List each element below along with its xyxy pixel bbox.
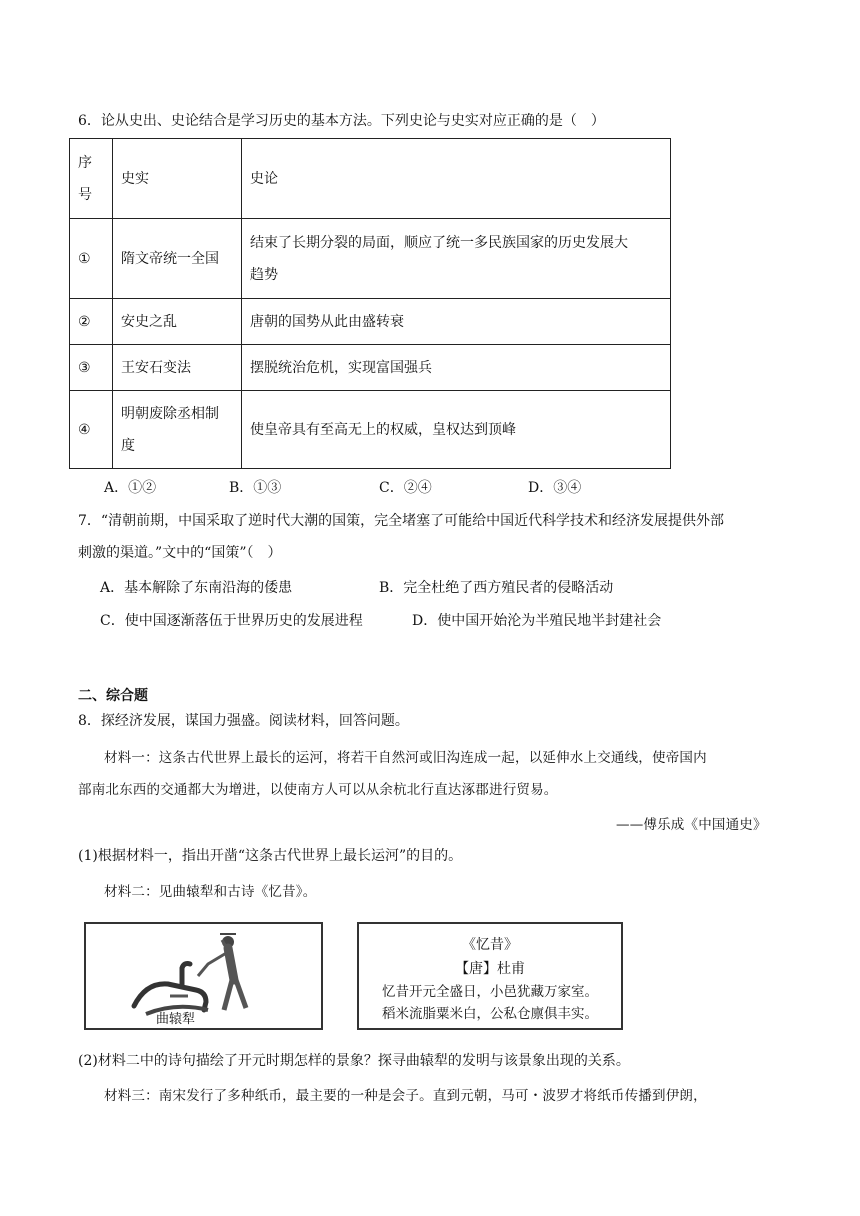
row-fact-line: 度 bbox=[121, 437, 135, 454]
row-fact: 隋文帝统一全国 bbox=[113, 219, 242, 299]
q7-option-a[interactable]: A．基本解除了东南沿海的倭患 bbox=[100, 580, 293, 596]
table-row bbox=[70, 345, 671, 391]
plough-illustration bbox=[86, 924, 321, 1028]
q7-option-b[interactable]: B．完全杜绝了西方殖民者的侵略活动 bbox=[379, 580, 614, 596]
poem-author: 【唐】杜甫 bbox=[455, 961, 525, 977]
row-number: ② bbox=[70, 299, 113, 345]
material-1-source: ——傅乐成《中国通史》 bbox=[616, 817, 767, 833]
table-row bbox=[70, 391, 671, 469]
q6-option-d[interactable]: D．③④ bbox=[528, 480, 582, 496]
material-1-line1: 材料一：这条古代世界上最长的运河，将若干自然河或旧沟连成一起，以延伸水上交通线，使帝国内 bbox=[104, 750, 707, 766]
row-number: ③ bbox=[70, 345, 113, 391]
row-theory: 使皇帝具有至高无上的权威，皇权达到顶峰 bbox=[242, 391, 671, 469]
row-theory-line: 结束了长期分裂的局面，顺应了统一多民族国家的历史发展大 bbox=[250, 234, 628, 251]
history-table bbox=[69, 138, 671, 469]
table-row bbox=[70, 299, 671, 345]
header-fact: 史实 bbox=[113, 139, 242, 219]
material-1-line2: 部南北东西的交通都大为增进，以使南方人可以从余杭北行直达涿郡进行贸易。 bbox=[78, 782, 558, 798]
question-7-stem-line1: 7．“清朝前期，中国采取了逆时代大潮的国策，完全堵塞了可能给中国近代科学技术和经济发展提供外部 bbox=[78, 513, 725, 529]
row-fact: 安史之乱 bbox=[113, 299, 242, 345]
poem-line-1: 忆昔开元全盛日，小邑犹藏万家室。 bbox=[382, 984, 598, 1000]
row-theory-line: 趋势 bbox=[250, 266, 278, 283]
row-fact: 王安石变法 bbox=[113, 345, 242, 391]
plough-caption: 曲辕犁 bbox=[156, 1012, 196, 1027]
table-header-row bbox=[70, 139, 671, 219]
row-theory: 摆脱统治危机，实现富国强兵 bbox=[242, 345, 671, 391]
row-theory: 唐朝的国势从此由盛转衰 bbox=[242, 299, 671, 345]
row-number: ① bbox=[70, 219, 113, 299]
q7-option-d[interactable]: D．使中国开始沦为半殖民地半封建社会 bbox=[412, 613, 662, 629]
sub-question-1: (1)根据材料一，指出开凿“这条古代世界上最长运河”的目的。 bbox=[78, 848, 463, 864]
q6-option-b[interactable]: B．①③ bbox=[229, 480, 282, 496]
q6-option-a[interactable]: A．①② bbox=[104, 480, 157, 496]
question-7-stem-line2: 刺激的渠道。”文中的“国策”（ ） bbox=[78, 545, 282, 561]
row-fact bbox=[113, 391, 242, 469]
header-number-line: 序 bbox=[78, 154, 92, 171]
plough-figure bbox=[84, 922, 323, 1030]
section-heading: 二、综合题 bbox=[78, 688, 148, 704]
poem-line-2: 稻米流脂粟米白，公私仓廪俱丰实。 bbox=[382, 1006, 598, 1022]
header-number bbox=[70, 139, 113, 219]
header-number-line: 号 bbox=[78, 186, 92, 203]
row-number: ④ bbox=[70, 391, 113, 469]
question-6-stem: 6．论从史出、史论结合是学习历史的基本方法。下列史论与史实对应正确的是（ ） bbox=[78, 113, 605, 129]
sub-question-2: (2)材料二中的诗句描绘了开元时期怎样的景象？探寻曲辕犁的发明与该景象出现的关系。 bbox=[78, 1053, 630, 1069]
material-3-line1: 材料三：南宋发行了多种纸币，最主要的一种是会子。直到元朝，马可・波罗才将纸币传播到伊朗， bbox=[104, 1088, 707, 1104]
question-8-stem: 8．探经济发展，谋国力强盛。阅读材料，回答问题。 bbox=[78, 713, 409, 729]
row-fact-line: 明朝废除丞相制 bbox=[121, 405, 219, 422]
poem-box bbox=[357, 922, 623, 1030]
table-row bbox=[70, 219, 671, 299]
material-2: 材料二：见曲辕犁和古诗《忆昔》。 bbox=[104, 884, 317, 900]
q6-option-c[interactable]: C．②④ bbox=[379, 480, 432, 496]
poem-title: 《忆昔》 bbox=[462, 937, 518, 953]
q7-option-c[interactable]: C．使中国逐渐落伍于世界历史的发展进程 bbox=[100, 613, 363, 629]
header-theory: 史论 bbox=[242, 139, 671, 219]
row-theory bbox=[242, 219, 671, 299]
